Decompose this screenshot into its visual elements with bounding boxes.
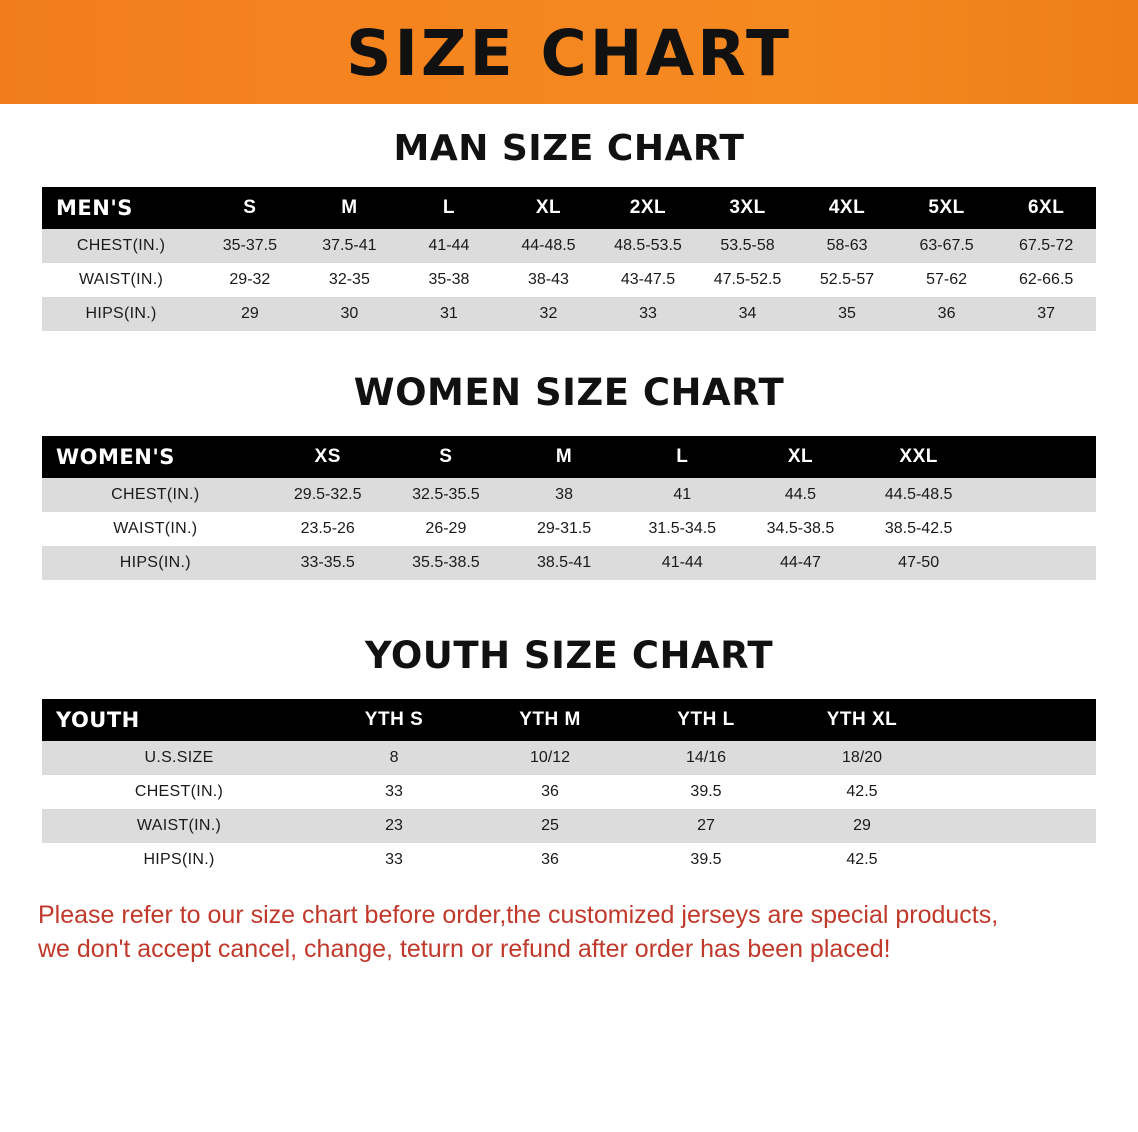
youth-waist-m: 25 (472, 809, 628, 843)
men-header-4xl: 4XL (828, 197, 866, 218)
men-header-label: MEN'S (56, 196, 133, 220)
women-waist-xxl: 38.5-42.5 (860, 512, 978, 546)
youth-header-s: YTH S (364, 709, 424, 730)
women-header-m: M (555, 446, 573, 467)
youth-ussize-xl: 18/20 (784, 741, 940, 775)
men-header-xl: XL (535, 197, 562, 218)
youth-chest-s: 33 (316, 775, 472, 809)
table-row (42, 512, 1096, 546)
women-hips-m: 38.5-41 (505, 546, 623, 580)
youth-hips-spacer (940, 843, 1096, 877)
men-hips-xl: 32 (499, 297, 599, 331)
man-table-wrapper (0, 187, 1138, 331)
men-hips-3xl: 34 (698, 297, 798, 331)
women-waist-l: 31.5-34.5 (623, 512, 741, 546)
men-chest-4xl: 58-63 (797, 229, 897, 263)
youth-row-ussize-label: U.S.SIZE (42, 741, 316, 775)
men-chest-m: 37.5-41 (300, 229, 400, 263)
youth-waist-l: 27 (628, 809, 784, 843)
men-waist-3xl: 47.5-52.5 (698, 263, 798, 297)
men-header-l: L (442, 197, 455, 218)
women-chest-s: 32.5-35.5 (387, 478, 505, 512)
women-waist-xl: 34.5-38.5 (741, 512, 859, 546)
table-row (42, 263, 1096, 297)
women-header-xl: XL (787, 446, 814, 467)
youth-section-title: YOUTH SIZE CHART (364, 634, 774, 677)
table-row (42, 843, 1096, 877)
men-row-chest-label: CHEST(IN.) (42, 229, 200, 263)
men-header-m: M (341, 197, 358, 218)
table-header-row (42, 699, 1096, 741)
men-waist-4xl: 52.5-57 (797, 263, 897, 297)
youth-size-table (42, 699, 1096, 877)
men-hips-2xl: 33 (598, 297, 698, 331)
men-header-s: S (243, 197, 257, 218)
men-chest-5xl: 63-67.5 (897, 229, 997, 263)
table-row (42, 478, 1096, 512)
women-header-spacer (978, 436, 1096, 478)
women-chest-l: 41 (623, 478, 741, 512)
men-hips-5xl: 36 (897, 297, 997, 331)
men-chest-2xl: 48.5-53.5 (598, 229, 698, 263)
women-chest-xs: 29.5-32.5 (269, 478, 387, 512)
men-waist-xl: 38-43 (499, 263, 599, 297)
women-hips-s: 35.5-38.5 (387, 546, 505, 580)
table-row (42, 546, 1096, 580)
men-waist-5xl: 57-62 (897, 263, 997, 297)
women-row-chest-label: CHEST(IN.) (42, 478, 269, 512)
women-chest-spacer (978, 478, 1096, 512)
youth-waist-s: 23 (316, 809, 472, 843)
women-waist-xs: 23.5-26 (269, 512, 387, 546)
women-header-xs: XS (314, 446, 341, 467)
women-hips-xl: 44-47 (741, 546, 859, 580)
men-row-hips-label: HIPS(IN.) (42, 297, 200, 331)
youth-row-hips-label: HIPS(IN.) (42, 843, 316, 877)
youth-header-label: YOUTH (56, 708, 140, 732)
youth-header-spacer (940, 699, 1096, 741)
women-row-hips-label: HIPS(IN.) (42, 546, 269, 580)
men-waist-s: 29-32 (200, 263, 300, 297)
men-waist-6xl: 62-66.5 (996, 263, 1096, 297)
youth-hips-xl: 42.5 (784, 843, 940, 877)
table-header-row (42, 187, 1096, 229)
women-size-table (42, 436, 1096, 580)
youth-table-wrapper (0, 699, 1138, 877)
page-title: SIZE CHART (346, 16, 792, 90)
youth-waist-xl: 29 (784, 809, 940, 843)
youth-hips-l: 39.5 (628, 843, 784, 877)
youth-ussize-l: 14/16 (628, 741, 784, 775)
table-row (42, 229, 1096, 263)
men-hips-m: 30 (300, 297, 400, 331)
man-size-table (42, 187, 1096, 331)
table-row (42, 775, 1096, 809)
women-table-wrapper (0, 436, 1138, 580)
disclaimer-note (0, 877, 1138, 967)
women-row-waist-label: WAIST(IN.) (42, 512, 269, 546)
men-header-3xl: 3XL (729, 197, 766, 218)
youth-chest-m: 36 (472, 775, 628, 809)
youth-ussize-s: 8 (316, 741, 472, 775)
youth-chest-spacer (940, 775, 1096, 809)
women-chest-xxl: 44.5-48.5 (860, 478, 978, 512)
youth-row-chest-label: CHEST(IN.) (42, 775, 316, 809)
men-hips-6xl: 37 (996, 297, 1096, 331)
men-waist-l: 35-38 (399, 263, 499, 297)
men-row-waist-label: WAIST(IN.) (42, 263, 200, 297)
youth-ussize-m: 10/12 (472, 741, 628, 775)
women-chest-xl: 44.5 (741, 478, 859, 512)
men-hips-4xl: 35 (797, 297, 897, 331)
youth-chest-l: 39.5 (628, 775, 784, 809)
women-header-xxl: XXL (899, 446, 938, 467)
women-header-l: L (676, 446, 689, 467)
youth-hips-s: 33 (316, 843, 472, 877)
table-header-row (42, 436, 1096, 478)
women-waist-m: 29-31.5 (505, 512, 623, 546)
women-hips-spacer (978, 546, 1096, 580)
women-header-label: WOMEN'S (56, 445, 175, 469)
men-chest-xl: 44-48.5 (499, 229, 599, 263)
youth-ussize-spacer (940, 741, 1096, 775)
men-chest-s: 35-37.5 (200, 229, 300, 263)
man-section-title: MAN SIZE CHART (393, 128, 745, 169)
men-header-5xl: 5XL (928, 197, 965, 218)
men-hips-l: 31 (399, 297, 499, 331)
men-chest-3xl: 53.5-58 (698, 229, 798, 263)
youth-row-waist-label: WAIST(IN.) (42, 809, 316, 843)
men-chest-l: 41-44 (399, 229, 499, 263)
table-row (42, 741, 1096, 775)
youth-header-xl: YTH XL (826, 709, 898, 730)
women-section-title: WOMEN SIZE CHART (353, 371, 785, 414)
women-hips-xs: 33-35.5 (269, 546, 387, 580)
women-waist-spacer (978, 512, 1096, 546)
youth-header-l: YTH L (677, 709, 735, 730)
disclaimer-line-1: Please refer to our size chart before order,the customized jerseys are special products, (38, 901, 999, 929)
women-hips-l: 41-44 (623, 546, 741, 580)
women-chest-m: 38 (505, 478, 623, 512)
header-banner (0, 0, 1138, 104)
men-header-6xl: 6XL (1027, 197, 1065, 218)
youth-waist-spacer (940, 809, 1096, 843)
youth-hips-m: 36 (472, 843, 628, 877)
youth-header-m: YTH M (519, 709, 581, 730)
men-chest-6xl: 67.5-72 (996, 229, 1096, 263)
table-row (42, 809, 1096, 843)
men-waist-m: 32-35 (300, 263, 400, 297)
women-header-s: S (439, 446, 453, 467)
women-hips-xxl: 47-50 (860, 546, 978, 580)
men-hips-s: 29 (200, 297, 300, 331)
men-header-2xl: 2XL (629, 197, 667, 218)
disclaimer-line-2: we don't accept cancel, change, teturn or refund after order has been placed! (38, 934, 891, 963)
women-waist-s: 26-29 (387, 512, 505, 546)
table-row (42, 297, 1096, 331)
men-waist-2xl: 43-47.5 (598, 263, 698, 297)
youth-chest-xl: 42.5 (784, 775, 940, 809)
